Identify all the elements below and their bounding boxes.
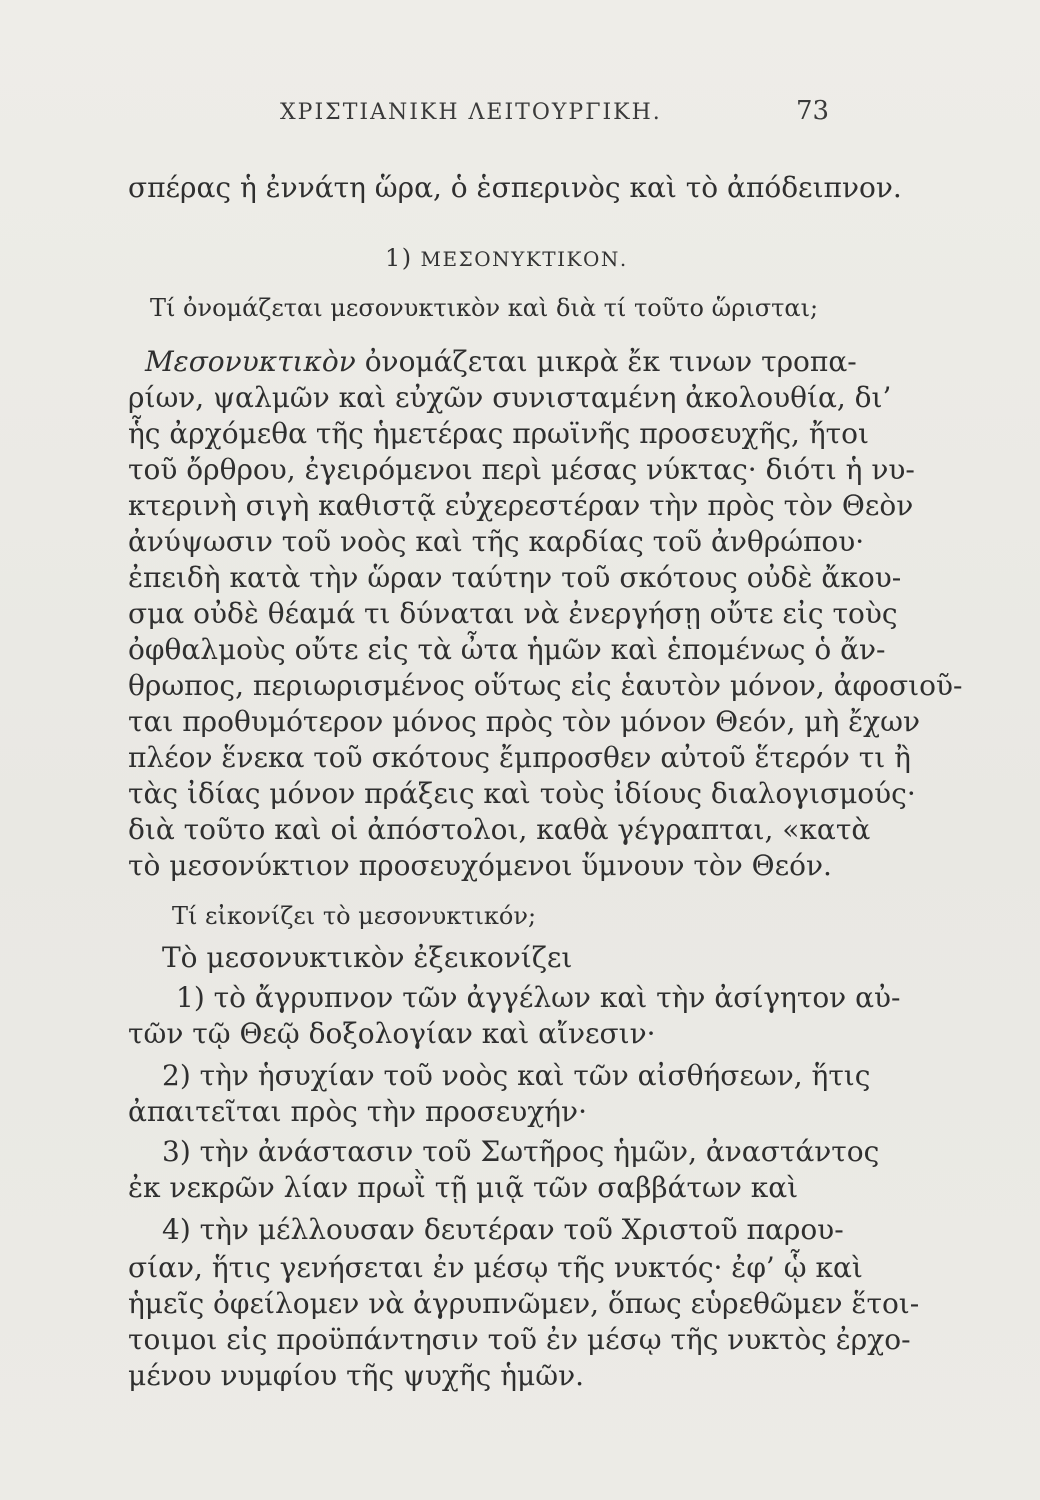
answer-1-line: κτερινὴ σιγὴ καθιστᾷ εὐχερεστέραν τὴν πρὸς τὸν Θεὸν xyxy=(128,489,914,522)
answer-1-line: ρίων, ψαλμῶν καὶ εὐχῶν συνισταμένη ἀκολουθία, δι’ xyxy=(128,381,892,414)
answer-1-line: σμα οὐδὲ θέαμά τι δύναται νὰ ἐνεργήσῃ οὔτε εἰς τοὺς xyxy=(128,597,898,630)
answer-2-line: 3) τὴν ἀνάστασιν τοῦ Σωτῆρος ἡμῶν, ἀναστάντος xyxy=(162,1135,880,1168)
answer-1-line: ται προθυμότερον μόνος πρὸς τὸν μόνον Θεόν, μὴ ἔχων xyxy=(128,705,920,738)
answer-2-line: ἐκ νεκρῶν λίαν πρωῒ τῇ μιᾷ τῶν σαββάτων καὶ xyxy=(128,1171,799,1204)
answer-1-line: διὰ τοῦτο καὶ οἱ ἀπόστολοι, καθὰ γέγραπται, «κατὰ xyxy=(128,813,871,846)
page-number: 73 xyxy=(796,96,830,126)
answer-1-first-line xyxy=(145,344,865,380)
answer-2-line: 1) τὸ ἄγρυπνον τῶν ἀγγέλων καὶ τὴν ἀσίγητον αὐ- xyxy=(176,981,901,1014)
answer-1-line: ἐπειδὴ κατὰ τὴν ὥραν ταύτην τοῦ σκότους οὐδὲ ἄκου- xyxy=(128,561,902,594)
answer-2-line: 2) τὴν ἡσυχίαν τοῦ νοὸς καὶ τῶν αἰσθήσεων, ἥτις xyxy=(162,1059,871,1092)
answer-1-line: τὸ μεσονύκτιον προσευχόμενοι ὕμνουν τὸν Θεόν. xyxy=(128,849,832,882)
answer-1-line: τοῦ ὄρθρου, ἐγειρόμενοι περὶ μέσας νύκτας· διότι ἡ νυ- xyxy=(128,453,915,486)
answer-1-line: θρωπος, περιωρισμένος οὕτως εἰς ἑαυτὸν μόνον, ἀφοσιοῦ- xyxy=(128,669,963,702)
answer-1-line: πλέον ἕνεκα τοῦ σκότους ἔμπροσθεν αὐτοῦ ἕτερόν τι ἢ xyxy=(128,741,911,774)
running-title: ΧΡΙΣΤΙΑΝΙΚΗ ΛΕΙΤΟΥΡΓΙΚΗ. xyxy=(280,100,662,125)
answer-1-line: ὀφθαλμοὺς οὔτε εἰς τὰ ὦτα ἡμῶν καὶ ἑπομένως ὁ ἄν- xyxy=(128,633,886,666)
answer-2-line: ἀπαιτεῖται πρὸς τὴν προσευχήν· xyxy=(128,1095,587,1128)
answer-2-line: ἡμεῖς ὀφείλομεν νὰ ἀγρυπνῶμεν, ὅπως εὑρεθῶμεν ἕτοι- xyxy=(128,1287,920,1320)
answer-2-line: μένου νυμφίου τῆς ψυχῆς ἡμῶν. xyxy=(128,1359,584,1392)
section-title: ΜΕΣΟΝΥΚΤΙΚΟΝ. xyxy=(420,247,628,271)
intro-line: σπέρας ἡ ἐννάτη ὥρα, ὁ ἑσπερινὸς καὶ τὸ ἀπόδειπνον. xyxy=(128,171,902,204)
answer-2-intro: Τὸ μεσονυκτικὸν ἐξεικονίζει xyxy=(162,941,573,974)
section-heading xyxy=(385,244,628,272)
answer-1-line: τὰς ἰδίας μόνον πράξεις καὶ τοὺς ἰδίους διαλογισμούς· xyxy=(128,777,916,810)
question-2: Τί εἰκονίζει τὸ μεσονυκτικόν; xyxy=(172,902,537,930)
question-1: Τί ὀνομάζεται μεσονυκτικὸν καὶ διὰ τί τοῦτο ὥρισται; xyxy=(150,294,819,322)
answer-1-first-rest: ὀνομάζεται μικρὰ ἔκ τινων τροπα- xyxy=(364,345,857,378)
section-number: 1) xyxy=(385,244,413,272)
answer-2-line: τοιμοι εἰς προϋπάντησιν τοῦ ἐν μέσῳ τῆς νυκτὸς ἐρχο- xyxy=(128,1323,911,1356)
answer-2-line: σίαν, ἥτις γενήσεται ἐν μέσῳ τῆς νυκτός· ἐφ’ ᾧ καὶ xyxy=(128,1251,863,1284)
answer-1-line: ἧς ἀρχόμεθα τῆς ἡμετέρας πρωϊνῆς προσευχῆς, ἤτοι xyxy=(128,417,869,450)
answer-2-line: 4) τὴν μέλλουσαν δευτέραν τοῦ Χριστοῦ παρου- xyxy=(162,1213,844,1246)
answer-1-line: ἀνύψωσιν τοῦ νοὸς καὶ τῆς καρδίας τοῦ ἀνθρώπου· xyxy=(128,525,865,558)
answer-2-line: τῶν τῷ Θεῷ δοξολογίαν καὶ αἴνεσιν· xyxy=(128,1017,656,1050)
answer-1-term: Μεσονυκτικὸν xyxy=(145,345,356,378)
